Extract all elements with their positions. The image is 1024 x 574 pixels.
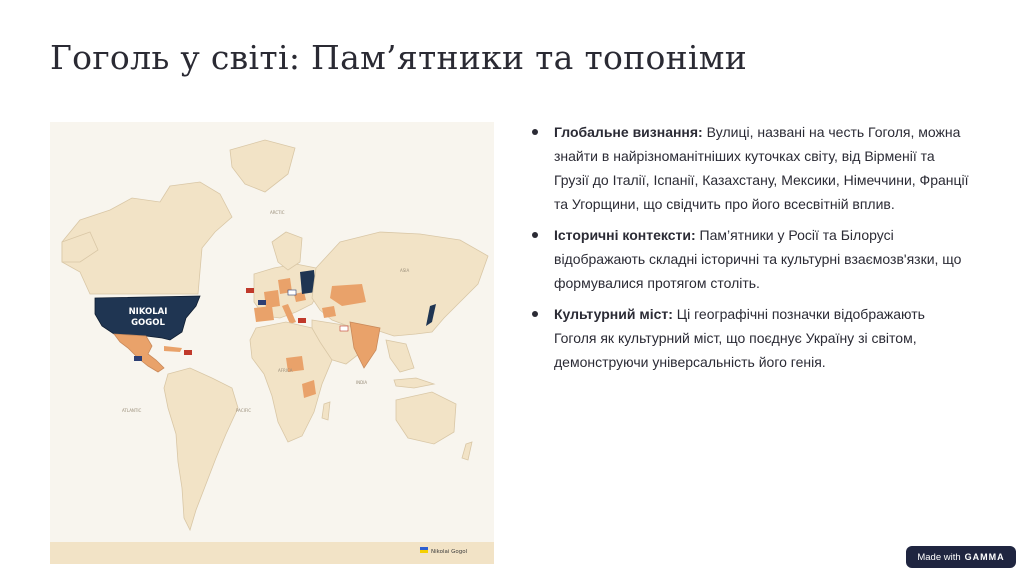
flag-marker-7 xyxy=(134,356,142,361)
flag-marker-5 xyxy=(340,326,348,331)
bullet-list xyxy=(530,120,970,381)
bullet-dot-icon xyxy=(532,129,538,135)
map-label-pacific: PACIFIC xyxy=(236,408,252,413)
bullet-heading: Глобальне визнання: xyxy=(554,124,703,140)
bullet-item xyxy=(530,120,970,216)
map-label-atlantic: ATLANTIC xyxy=(122,408,142,413)
bullet-dot-icon xyxy=(532,232,538,238)
slide-title: Гоголь у світі: Пам’ятники та топоніми xyxy=(50,38,748,77)
bullet-text: Пам’ятники у Росії та Білорусі відображають складні історичні та культурні взаємозв'язки, що формувалися протягом століть. xyxy=(554,227,962,291)
badge-prefix: Made with xyxy=(917,551,961,563)
badge-brand: GAMMA xyxy=(964,552,1005,562)
map-label-africa: AFRICA xyxy=(278,368,293,373)
flag-marker-3 xyxy=(288,290,296,295)
bullet-heading: Культурний міст: xyxy=(554,306,673,322)
flag-marker-6 xyxy=(184,350,192,355)
flag-marker-2 xyxy=(258,300,266,305)
bullet-text: Ці географічні позначки відображають Гоголя як культурний міст, що поєднує Україну зі світом, демонструючи універсальність його генія. xyxy=(554,306,925,370)
bullet-dot-icon xyxy=(532,311,538,317)
map-center-label-line1: NIKOLAI xyxy=(128,307,168,317)
map-label-arctic: ARCTIC xyxy=(270,210,285,215)
map-center-label-line2: GOGOL xyxy=(131,318,165,328)
bullet-item xyxy=(530,223,970,295)
bullet-text: Вулиці, названі на честь Гоголя, можна знайти в найрізноманітніших куточках світу, від Вірменії та Грузії до Італії, Іспанії, Казахстану, Мексики, Німеччини, Франції та Угорщини, що свідчить про його всесвітній вплив. xyxy=(554,124,969,212)
flag-marker-4 xyxy=(298,318,306,323)
legend-flag-yellow xyxy=(420,550,428,553)
flag-marker-1 xyxy=(246,288,254,293)
land-spain xyxy=(254,306,274,322)
map-label-india: INDIA xyxy=(356,380,368,385)
land-france xyxy=(264,290,280,308)
bullet-heading: Історичні контексти: xyxy=(554,227,696,243)
world-map-image xyxy=(50,122,494,564)
legend-flag-blue xyxy=(420,547,428,550)
map-label-asia: ASIA xyxy=(400,268,410,273)
made-with-gamma-badge[interactable] xyxy=(906,546,1016,568)
bullet-item xyxy=(530,302,970,374)
land-georgia-armenia xyxy=(322,306,336,318)
map-legend-label: Nikolai Gogol xyxy=(431,549,468,555)
